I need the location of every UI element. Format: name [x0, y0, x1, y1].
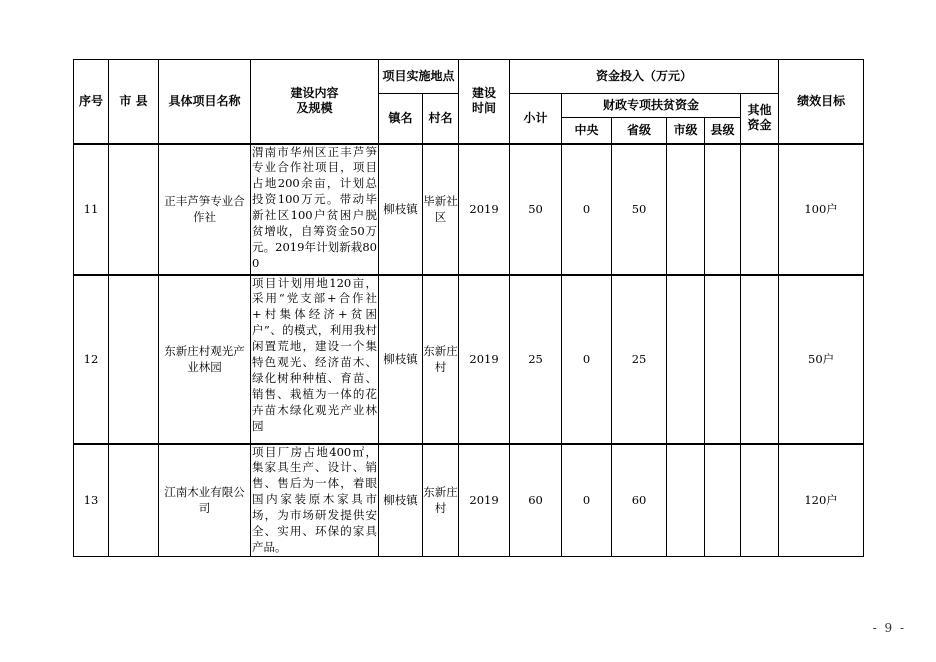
- row-city-county: [109, 444, 159, 557]
- row-county: [705, 444, 741, 557]
- row-subtotal: 50: [510, 144, 562, 275]
- row-other: [741, 444, 779, 557]
- header-town: 镇名: [379, 94, 423, 144]
- header-location: 项目实施地点: [379, 60, 459, 94]
- row-municipal: [667, 144, 705, 275]
- table-row: [74, 275, 864, 444]
- row-municipal: [667, 275, 705, 444]
- row-content: 项目厂房占地400㎡，集家具生产、设计、销售、售后为一体，着眼国内家装原木家具市场，为市场研发提供安全、实用、环保的家具产品。: [251, 444, 379, 557]
- row-content: 渭南市华州区正丰芦笋专业合作社项目，项目占地200余亩，计划总投资100万元。带动毕新社区100户贫困户脱贫增收，自筹资金50万元。2019年计划新栽800: [251, 144, 379, 275]
- row-year: 2019: [459, 275, 510, 444]
- row-county: [705, 275, 741, 444]
- header-city-county: 市 县: [109, 60, 159, 144]
- row-subtotal: 60: [510, 444, 562, 557]
- row-city-county: [109, 275, 159, 444]
- row-central: 0: [562, 444, 612, 557]
- header-content: 建设内容 及规模: [251, 60, 379, 144]
- row-village: 毕新社区: [423, 144, 459, 275]
- header-central: 中央: [562, 118, 612, 144]
- row-provincial: 50: [612, 144, 667, 275]
- header-village: 村名: [423, 94, 459, 144]
- project-table: [73, 59, 864, 557]
- row-town: 柳枝镇: [379, 144, 423, 275]
- header-funding: 资金投入（万元）: [510, 60, 779, 94]
- row-central: 0: [562, 275, 612, 444]
- row-county: [705, 144, 741, 275]
- row-year: 2019: [459, 444, 510, 557]
- header-year: 建设 时间: [459, 60, 510, 144]
- header-municipal: 市级: [667, 118, 705, 144]
- header-county: 县级: [705, 118, 741, 144]
- row-provincial: 60: [612, 444, 667, 557]
- row-goal: 120户: [779, 444, 864, 557]
- row-goal: 100户: [779, 144, 864, 275]
- table-row: [74, 144, 864, 275]
- row-village: 东新庄村: [423, 275, 459, 444]
- row-other: [741, 144, 779, 275]
- row-goal: 50户: [779, 275, 864, 444]
- row-village: 东新庄村: [423, 444, 459, 557]
- row-project-name: 江南木业有限公司: [159, 444, 251, 557]
- row-project-name: 正丰芦笋专业合作社: [159, 144, 251, 275]
- header-goal: 绩效目标: [779, 60, 864, 144]
- header-subtotal: 小计: [510, 94, 562, 144]
- row-municipal: [667, 444, 705, 557]
- row-central: 0: [562, 144, 612, 275]
- table-row: [74, 444, 864, 557]
- row-seq: 12: [74, 275, 109, 444]
- row-town: 柳枝镇: [379, 444, 423, 557]
- row-subtotal: 25: [510, 275, 562, 444]
- row-provincial: 25: [612, 275, 667, 444]
- row-year: 2019: [459, 144, 510, 275]
- row-city-county: [109, 144, 159, 275]
- row-project-name: 东新庄村观光产业林园: [159, 275, 251, 444]
- header-special-fund: 财政专项扶贫资金: [562, 94, 741, 118]
- row-seq: 13: [74, 444, 109, 557]
- header-other: 其他 资金: [741, 94, 779, 144]
- row-town: 柳枝镇: [379, 275, 423, 444]
- row-seq: 11: [74, 144, 109, 275]
- row-content: 项目计划用地120亩，采用“党支部+合作社+村集体经济+贫困户”、的模式，利用我村闲置荒地，建设一个集特色观光、经济苗木、绿化树种种植、育苗、销售、栽植为一体的花卉苗木绿化观光产业林园: [251, 275, 379, 444]
- header-seq: 序号: [74, 60, 109, 144]
- header-provincial: 省级: [612, 118, 667, 144]
- page-number: - 9 -: [872, 621, 906, 635]
- row-other: [741, 275, 779, 444]
- header-project-name: 具体项目名称: [159, 60, 251, 144]
